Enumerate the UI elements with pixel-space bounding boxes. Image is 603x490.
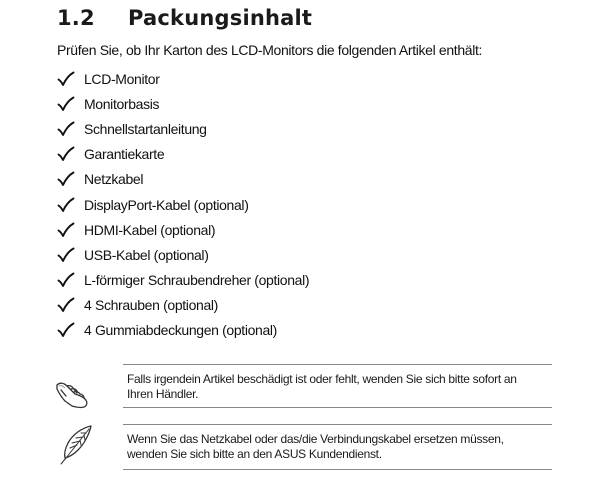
- list-item-label: Monitorbasis: [84, 95, 160, 112]
- note-line: Falls irgendein Artikel beschädigt ist oder fehlt, wenden Sie sich bitte sofort an: [127, 372, 517, 386]
- note-line: Wenn Sie das Netzkabel oder das/die Verbindungskabel ersetzen müssen,: [127, 432, 504, 446]
- list-item: [57, 66, 309, 91]
- list-item: [57, 142, 309, 167]
- list-item: [57, 268, 309, 293]
- list-item: [57, 217, 309, 242]
- note-text: [127, 432, 504, 462]
- note-text: [127, 372, 517, 402]
- note-cable-replacement: [123, 424, 552, 470]
- list-item: [57, 167, 309, 192]
- checkmark-icon: [57, 221, 84, 239]
- checkmark-icon: [57, 296, 84, 314]
- list-item: [57, 91, 309, 116]
- section-heading: [57, 3, 312, 33]
- list-item-label: USB-Kabel (optional): [84, 246, 209, 263]
- pointing-hand-icon: [53, 377, 93, 411]
- checkmark-icon: [57, 246, 84, 264]
- intro-text: Prüfen Sie, ob Ihr Karton des LCD-Monitors die folgenden Artikel enthält:: [57, 42, 483, 58]
- package-contents-list: [57, 66, 309, 343]
- section-number: 1.2: [57, 6, 95, 30]
- list-item: [57, 192, 309, 217]
- list-item-label: L-förmiger Schraubendreher (optional): [84, 272, 310, 289]
- note-line: wenden Sie sich bitte an den ASUS Kundendienst.: [127, 447, 382, 461]
- list-item-label: LCD-Monitor: [84, 70, 160, 87]
- list-item: [57, 242, 309, 267]
- list-item-label: 4 Schrauben (optional): [84, 297, 218, 314]
- checkmark-icon: [57, 321, 84, 339]
- checkmark-icon: [57, 120, 84, 138]
- list-item: [57, 318, 309, 343]
- note-missing-items: [123, 364, 552, 408]
- note-line: Ihren Händler.: [127, 387, 199, 401]
- list-item: [57, 293, 309, 318]
- list-item-label: DisplayPort-Kabel (optional): [84, 196, 249, 213]
- list-item-label: Garantiekarte: [84, 146, 165, 163]
- checkmark-icon: [57, 196, 84, 214]
- checkmark-icon: [57, 70, 84, 88]
- list-item-label: 4 Gummiabdeckungen (optional): [84, 322, 277, 339]
- list-item-label: HDMI-Kabel (optional): [84, 221, 216, 238]
- checkmark-icon: [57, 145, 84, 163]
- list-item-label: Netzkabel: [84, 171, 144, 188]
- list-item: [57, 116, 309, 141]
- list-item-label: Schnellstartanleitung: [84, 120, 207, 137]
- section-title: Packungsinhalt: [128, 6, 313, 30]
- checkmark-icon: [57, 271, 84, 289]
- feather-icon: [56, 424, 96, 466]
- checkmark-icon: [57, 170, 84, 188]
- checkmark-icon: [57, 95, 84, 113]
